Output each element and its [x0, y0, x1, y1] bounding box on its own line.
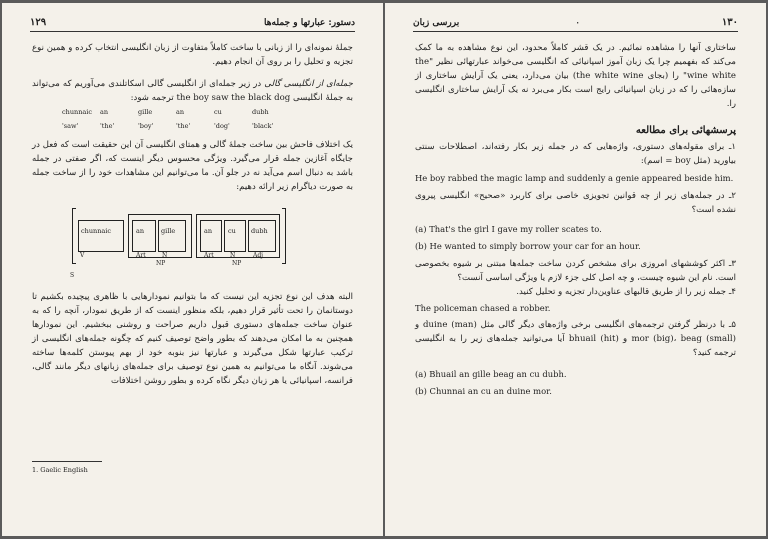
right-page: [385, 3, 766, 536]
gloss-word: an: [176, 108, 185, 116]
tree-label-n: N: [162, 252, 168, 259]
gloss-translation: 'black': [252, 122, 274, 130]
question-4: ۴ـ جمله زیر را از طریق قالبهای عناوین‌دار تجزیه و تحلیل کنید.: [516, 287, 736, 297]
right-header-mark: ۰: [575, 17, 580, 27]
left-page-number: ۱۲۹: [30, 17, 47, 28]
footnote-divider: [32, 461, 102, 462]
gloss-words-row: [62, 108, 353, 116]
question-5: ۵ـ با درنظر گرفتن ترجمه‌های انگلیسی برخی واژه‌های دیگر گالی مثل duine (man) و mor (big)، beag (small) و bhuail (hit) آیا می‌توانید جمله‌های زیر را به انگلیسی ترجمه کنید؟: [415, 320, 736, 358]
outer-bracket-left: [72, 208, 76, 264]
tree-label-v: V: [80, 252, 85, 259]
tree-word: an: [136, 227, 145, 235]
question-2: ۲ـ در جمله‌های زیر از چه قوانین تجویزی خاصی برای کاربرد «صحیح» انگلیسی پیروی نشده است؟: [415, 191, 736, 215]
tree-label-art: Art: [204, 252, 214, 259]
tree-label-n: N: [230, 252, 236, 259]
gloss-word: gille: [138, 108, 153, 116]
gloss-word: chunnaic: [62, 108, 92, 116]
left-header-title: دستور: عبارتها و جمله‌ها: [264, 18, 355, 28]
gloss-translation-row: [62, 122, 353, 130]
left-page-header: [30, 17, 355, 32]
art2-box: [200, 220, 222, 252]
tree-word: chunnaic: [81, 227, 111, 235]
tree-label-art: Art: [136, 252, 146, 259]
gloss-word: an: [100, 108, 109, 116]
question-1-sentence: He boy rabbed the magic lamp and suddenly a genie appeared beside him.: [415, 173, 734, 183]
n1-box: [158, 220, 186, 252]
right-page-header: [413, 17, 738, 32]
right-paragraph-1: ساختاری آنها را مشاهده نمائیم. در یک قشر کاملاً محدود، این نوع مشاهده به ما کمک می‌کند که بفهمیم چرا یک زبان آموز اسپانیائی که انگلیسی می‌خواند عبارتهائی نظیر "the wine white" را (بجای the white wine) بیان می‌دارد، یعنی یک آرایش ساختاری از سازه‌هائی را که در زبان اسپانیائی رایج است بکار می‌برد نه یک آرایش ساختاری انگلیسی را.: [415, 43, 736, 109]
right-header-title: بررسی زبان: [413, 18, 460, 28]
left-paragraph-2: [32, 77, 353, 105]
left-page-body: [32, 41, 353, 388]
question-5-item-b: (b) Chunnai an cu an duine mor.: [415, 386, 552, 396]
gloss-word: dubh: [252, 108, 269, 116]
verb-box: [78, 220, 124, 252]
questions-heading: پرسشهائی برای مطالعه: [635, 125, 736, 136]
art1-box: [132, 220, 156, 252]
question-4-sentence: The policeman chased a robber.: [415, 303, 551, 313]
n2-box: [224, 220, 246, 252]
tree-label-np: NP: [156, 260, 166, 267]
gloss-word: cu: [214, 108, 222, 116]
left-paragraph-4: البته هدف این نوع تجزیه این نیست که ما بتوانیم نمودارهایی با ظاهری پیچیده بکشیم تا دوستانمان را تحت تأثیر قرار دهیم، بلکه منظور اینست که از طریق نمودار، آنچه را که به عنوان ساخت جمله‌های دستوری قبول داریم صراحت و روشنی ببخشیم. این نمودارها همچنین به ما امکان می‌دهند که بطور واضح توصیف کنیم که چگونه جمله‌های انگلیسی از ترکیب عبارتها شکل می‌گیرند و عبارتها نیز بنوبه خود از بهم پیوستن کلمه‌ها ساخته می‌شوند. آنگاه ما می‌توانیم به همین نوع توصیف برای جمله‌های زبانهای دیگر مانند گالی، فرانسه، اسپانیائی یا هر زبان دیگر نگاه کرده و بطور روشن اختلافات: [32, 292, 353, 386]
left-paragraph-1: جملهٔ نمونه‌ای را از زبانی با ساخت کاملاً متفاوت از زبان انگلیسی انتخاب کرده و همین نوع تجزیه و تحلیل را بر روی آن انجام دهیم.: [32, 43, 353, 67]
tree-word: dubh: [251, 227, 268, 235]
left-paragraph-2-italic: جمله‌ای از انگلیسی گالی: [264, 79, 353, 89]
adj-box: [248, 220, 276, 252]
tree-word: an: [204, 227, 213, 235]
right-page-body: [415, 41, 736, 398]
gloss-translation: 'saw': [62, 122, 79, 130]
tree-label-s: S: [70, 272, 75, 279]
left-paragraph-3: یک اختلاف فاحش بین ساخت جملهٔ گالی و همتای انگلیسی آن این حقیقت است که فعل در جایگاه آغازین جمله قرار می‌گیرد. ویژگی محسوس دیگر اینست که، اگر صفتی در جمله باشد به دنبال اسم می‌آید نه در جلو آن. ما می‌توانیم این مشاهدات خود را از ساخت جمله به صورت دیاگرام زیر ارائه دهیم:: [32, 140, 353, 192]
right-page-number: ۱۳۰: [721, 17, 738, 28]
footnote: 1. Gaelic English: [32, 466, 88, 474]
left-page: [2, 3, 383, 536]
labelled-bracket-diagram: [32, 202, 353, 284]
outer-bracket-right: [282, 208, 286, 264]
gloss-translation: 'the': [176, 122, 191, 130]
gloss-translation: 'the': [100, 122, 115, 130]
gloss-translation: 'boy': [138, 122, 154, 130]
tree-word: gille: [161, 227, 176, 235]
question-5-item-a: (a) Bhuail an gille beag an cu dubh.: [415, 369, 567, 379]
question-1: ۱ـ برای مقوله‌های دستوری، واژه‌هایی که در جمله زیر بکار رفته‌اند، اصطلاحات سنتی بیاورید (مثل boy = اسم):: [415, 142, 736, 166]
question-2-item-a: (a) That's the girl I gave my roller scates to.: [415, 224, 602, 234]
left-paragraph-2-text: در زیر جمله‌ای از انگلیسی گالی اسکاتلندی می‌آوریم که می‌تواند به جملهٔ انگلیسی the boy saw the black dog ترجمه شود:: [32, 79, 353, 103]
question-2-item-b: (b) He wanted to simply borrow your car for an hour.: [415, 241, 641, 251]
tree-label-np: NP: [232, 260, 242, 267]
tree-label-adj: Adj: [253, 252, 264, 259]
tree-word: cu: [228, 227, 236, 235]
question-3: ۳ـ اکثر کوششهای امروزی برای مشخص کردن ساخت جمله‌ها مبتنی بر شیوه بخصوصی است. نام این شیوه چیست، و چه اصل کلی جزء لازم یا ویژگی اساسی آنست؟: [415, 259, 736, 283]
gloss-translation: 'dog': [214, 122, 230, 130]
